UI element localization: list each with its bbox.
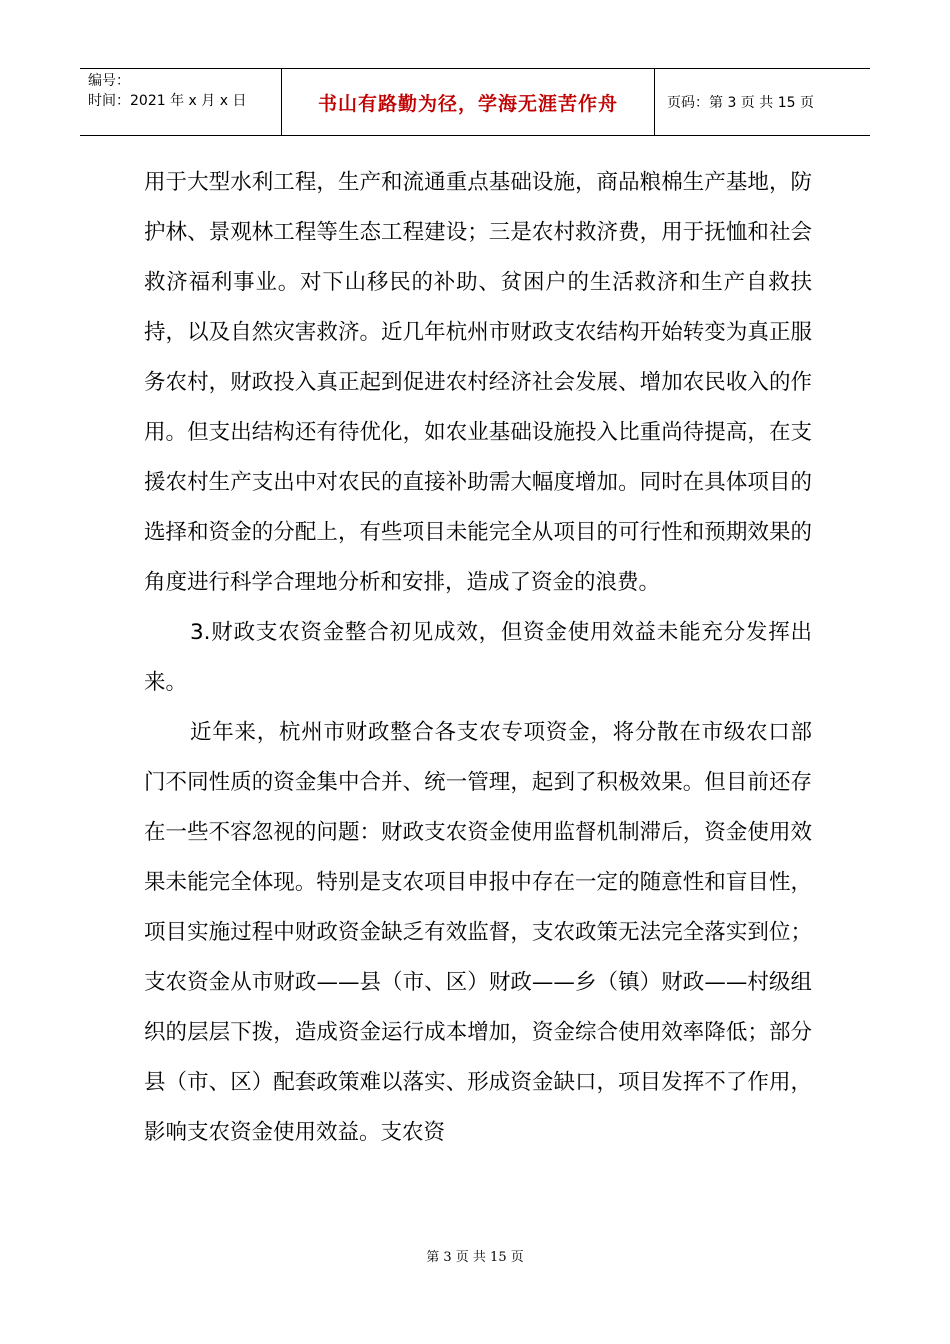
header-motto: 书山有路勤为径，学海无涯苦作舟 bbox=[317, 92, 618, 115]
header-table bbox=[80, 68, 870, 136]
document-date: 时间：2021 年 x 月 x 日 bbox=[88, 93, 247, 109]
document-body bbox=[144, 158, 812, 1158]
body-paragraph: 近年来，杭州市财政整合各支农专项资金，将分散在市级农口部门不同性质的资金集中合并、统一管理，起到了积极效果。但目前还存在一些不容忽视的问题：财政支农资金使用监督机制滞后，资金使用效果未能完全体现。特别是支农项目申报中存在一定的随意性和盲目性，项目实施过程中财政资金缺乏有效监督，支农政策无法完全落实到位；支农资金从市财政——县（市、区）财政——乡（镇）财政——村级组织的层层下拨，造成资金运行成本增加，资金综合使用效率降低；部分县（市、区）配套政策难以落实、形成资金缺口，项目发挥不了作用，影响支农资金使用效益。支农资 bbox=[144, 720, 812, 1145]
header-page-info: 页码：第 3 页 共 15 页 bbox=[667, 95, 814, 111]
section-heading: 3.财政支农资金整合初见成效，但资金使用效益未能充分发挥出来。 bbox=[144, 620, 812, 695]
header-page-cell bbox=[655, 69, 870, 135]
body-paragraph: 用于大型水利工程，生产和流通重点基础设施，商品粮棉生产基地，防护林、景观林工程等生态工程建设；三是农村救济费，用于抚恤和社会救济福利事业。对下山移民的补助、贫困户的生活救济和生产自救扶持，以及自然灾害救济。近几年杭州市财政支农结构开始转变为真正服务农村，财政投入真正起到促进农村经济社会发展、增加农民收入的作用。但支出结构还有待优化，如农业基础设施投入比重尚待提高，在支援农村生产支出中对农民的直接补助需大幅度增加。同时在具体项目的选择和资金的分配上，有些项目未能完全从项目的可行性和预期效果的角度进行科学合理地分析和安排，造成了资金的浪费。 bbox=[144, 170, 812, 595]
document-number-label: 编号： bbox=[88, 73, 130, 89]
page-footer: 第 3 页 共 15 页 bbox=[426, 1250, 524, 1265]
header-motto-cell bbox=[282, 69, 655, 135]
header-meta-cell bbox=[80, 69, 282, 135]
